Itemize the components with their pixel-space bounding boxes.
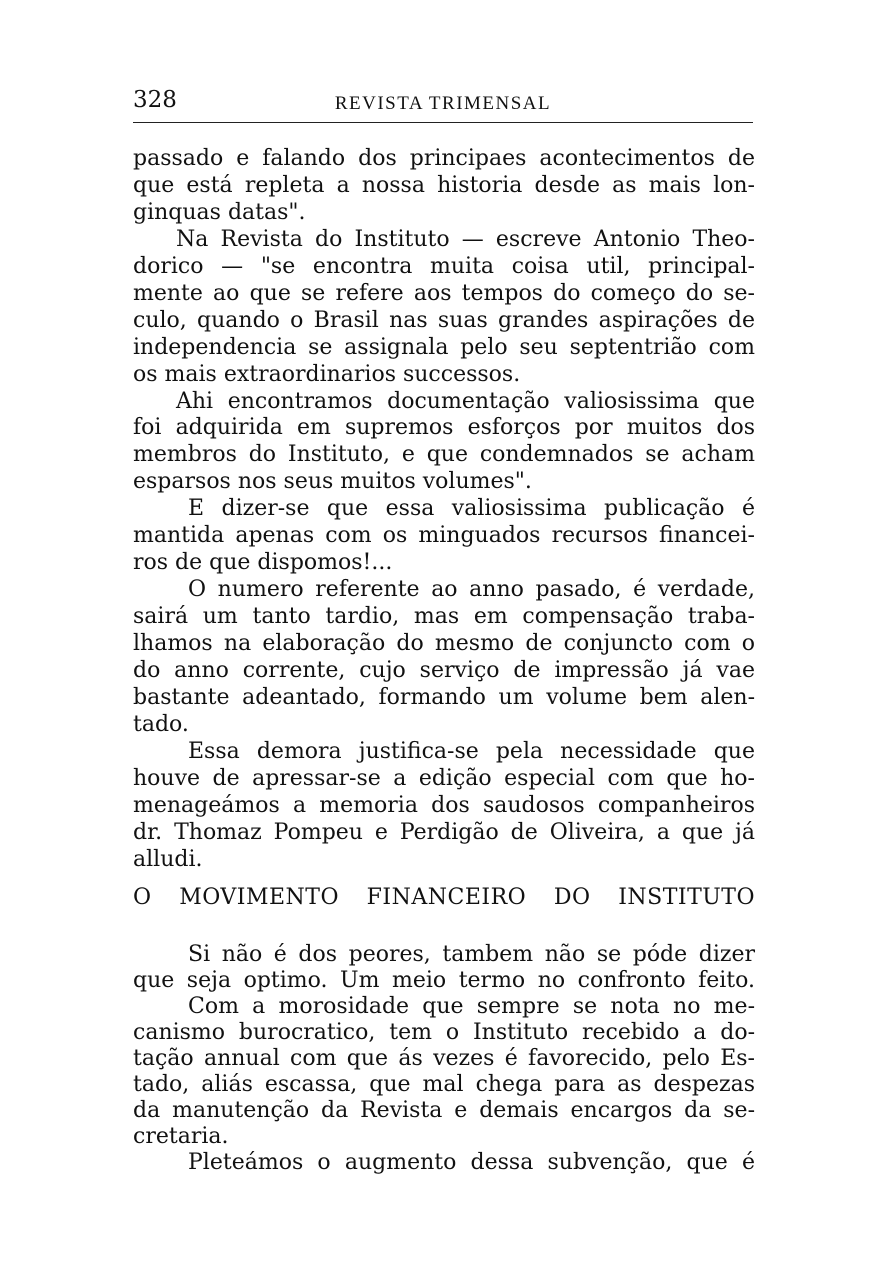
text-line: mantida apenas com os minguados recursos financei- — [133, 523, 755, 548]
text-line: foi adquirida em supremos esforços por muitos dos — [133, 415, 755, 440]
text-line: passado e falando dos principaes acontecimentos de — [133, 146, 755, 171]
text-line: que seja optimo. Um meio termo no confronto feito. — [133, 968, 755, 993]
text-line: houve de apressar-se a edição especial com que ho- — [133, 766, 755, 791]
text-line: culo, quando o Brasil nas suas grandes aspirações de — [133, 308, 755, 333]
page-header — [133, 86, 753, 123]
text-line: menageámos a memoria dos saudosos companheiros — [133, 793, 755, 818]
text-line: sairá um tanto tardio, mas em compensação traba- — [133, 604, 755, 629]
text-line: bastante adeantado, formando um volume bem alen- — [133, 685, 755, 710]
text-line: Ahi encontramos documentação valiosissima que — [176, 389, 755, 414]
text-line: Na Revista do Instituto — escreve Antonio Theo- — [176, 227, 755, 252]
text-line: O numero referente ao anno pasado, é verdade, — [188, 577, 755, 602]
section-heading: O MOVIMENTO FINANCEIRO DO INSTITUTO — [133, 885, 755, 910]
text-line: E dizer-se que essa valiosissima publicação é — [188, 496, 755, 521]
text-line: tado. — [133, 712, 189, 737]
text-line: cretaria. — [133, 1124, 229, 1149]
text-line: do anno corrente, cujo serviço de impressão já vae — [133, 658, 755, 683]
running-head: REVISTA TRIMENSAL — [334, 93, 552, 114]
text-line: dr. Thomaz Pompeu e Perdigão de Oliveira, a que já — [133, 820, 755, 845]
text-line: membros do Instituto, e que condemnados se acham — [133, 442, 755, 467]
text-line: que está repleta a nossa historia desde as mais lon- — [133, 173, 755, 198]
text-line: esparsos nos seus muitos volumes". — [133, 469, 532, 494]
text-line: dorico — "se encontra muita coisa util, principal- — [133, 254, 755, 279]
page-number: 328 — [133, 87, 177, 113]
text-line: da manutenção da Revista e demais encargos da se- — [133, 1098, 755, 1123]
text-line: os mais extraordinarios successos. — [133, 362, 521, 387]
text-line: independencia se assignala pelo seu septentrião com — [133, 335, 755, 360]
text-line: Si não é dos peores, tambem não se póde dizer — [188, 942, 755, 967]
text-line: Essa demora justifica-se pela necessidade que — [188, 739, 755, 764]
text-line: Com a morosidade que sempre se nota no me- — [188, 994, 755, 1019]
text-line: alludi. — [133, 847, 203, 872]
text-line: tado, aliás escassa, que mal chega para as despezas — [133, 1072, 755, 1097]
text-line: ginquas datas". — [133, 200, 306, 225]
text-line: tação annual com que ás vezes é favorecido, pelo Es- — [133, 1046, 755, 1071]
text-line: ros de que dispomos!... — [133, 550, 393, 575]
text-line: Pleteámos o augmento dessa subvenção, que é — [188, 1150, 755, 1175]
text-line: canismo burocratico, tem o Instituto recebido a do- — [133, 1020, 755, 1045]
text-line: lhamos na elaboração do mesmo de conjuncto com o — [133, 631, 755, 656]
text-line: mente ao que se refere aos tempos do começo do se- — [133, 281, 755, 306]
